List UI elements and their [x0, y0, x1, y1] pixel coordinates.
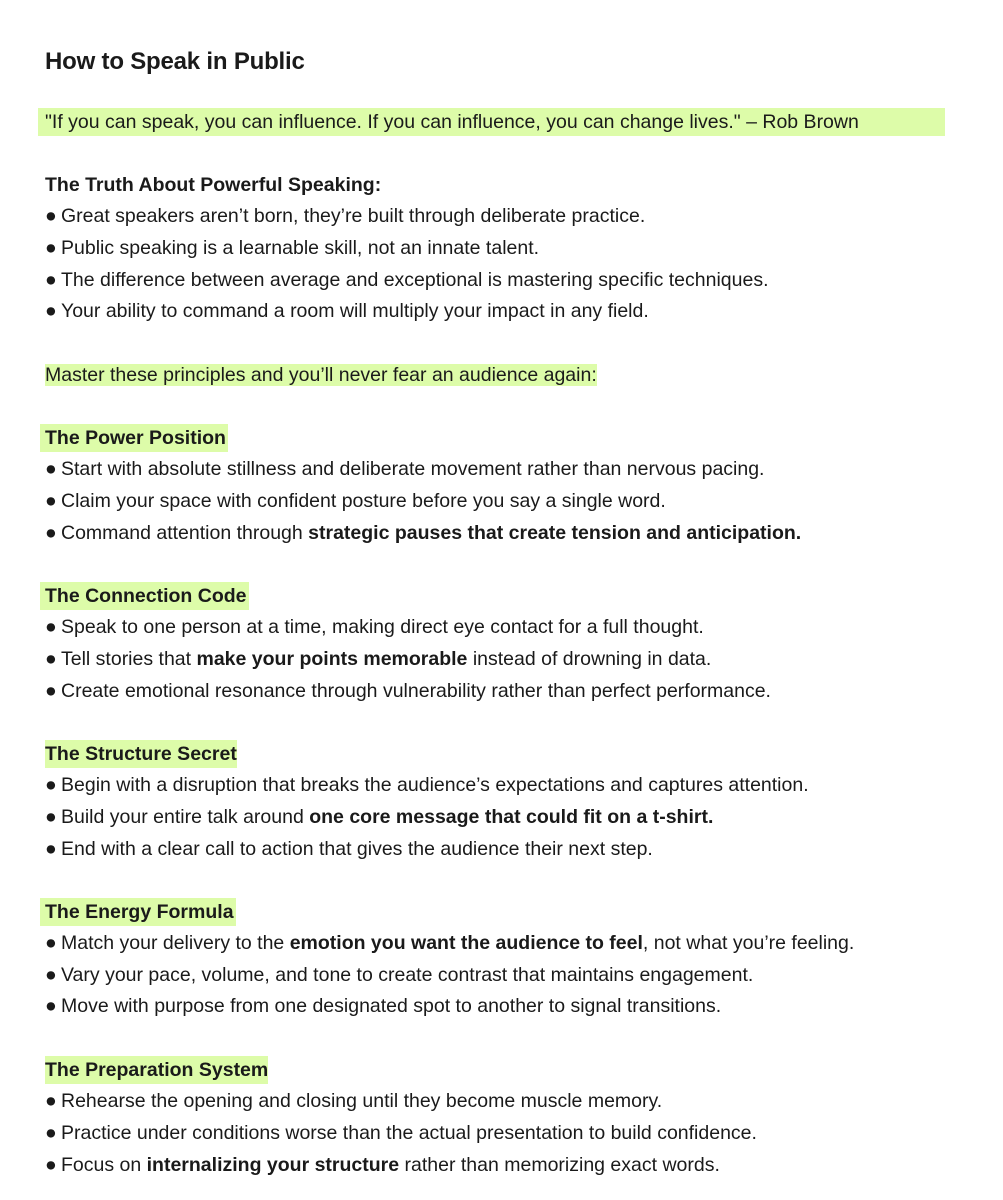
item-text: Speak to one person at a time, making direct eye contact for a full thought.: [61, 616, 704, 638]
section-item: [45, 645, 711, 673]
item-bold-text: one core message that could fit on a t-shirt.: [309, 806, 714, 828]
item-text: Focus on: [61, 1154, 147, 1176]
section-item: [45, 771, 809, 799]
truth-item-text: Public speaking is a learnable skill, not an innate talent.: [61, 237, 540, 259]
section-item: [45, 487, 666, 515]
item-text: Tell stories that: [61, 648, 197, 670]
item-text: Practice under conditions worse than the actual presentation to build confidence.: [61, 1122, 757, 1144]
bullet-icon: ●: [45, 932, 57, 954]
section-heading: The Structure Secret: [45, 740, 237, 768]
master-line-text: Master these principles and you’ll never fear an audience again:: [45, 364, 597, 386]
truth-item-text: Great speakers aren’t born, they’re built through deliberate practice.: [61, 205, 646, 227]
bullet-icon: ●: [45, 1122, 57, 1144]
section-heading: The Energy Formula: [40, 898, 236, 926]
item-text-after: , not what you’re feeling.: [642, 932, 855, 954]
item-bold-text: emotion you want the audience to feel: [289, 932, 643, 954]
bullet-icon: ●: [45, 838, 57, 860]
bullet-icon: ●: [45, 205, 57, 227]
bullet-icon: ●: [45, 806, 57, 828]
truth-item: [45, 297, 649, 325]
bullet-icon: ●: [45, 522, 57, 544]
section-item: [45, 613, 704, 641]
bullet-icon: ●: [45, 648, 57, 670]
section-item: [45, 992, 721, 1020]
truth-item: [45, 266, 768, 294]
bullet-icon: ●: [45, 458, 57, 480]
section-item: [45, 1151, 720, 1179]
truth-heading: The Truth About Powerful Speaking:: [45, 174, 382, 196]
item-text: Vary your pace, volume, and tone to create contrast that maintains engagement.: [61, 964, 754, 986]
section-item: [45, 455, 764, 483]
item-text: Start with absolute stillness and deliberate movement rather than nervous pacing.: [61, 458, 765, 480]
item-text: Create emotional resonance through vulnerability rather than perfect performance.: [61, 680, 771, 702]
bullet-icon: ●: [45, 964, 57, 986]
item-text-after: rather than memorizing exact words.: [399, 1154, 720, 1176]
item-text: Begin with a disruption that breaks the audience’s expectations and captures attention.: [61, 774, 809, 796]
section-item: [45, 961, 753, 989]
bullet-icon: ●: [45, 300, 57, 322]
item-text: Claim your space with confident posture before you say a single word.: [61, 490, 666, 512]
bullet-icon: ●: [45, 774, 57, 796]
section-heading: The Connection Code: [40, 582, 249, 610]
section-heading: The Preparation System: [45, 1056, 268, 1084]
section-item: [45, 1119, 757, 1147]
section-item: [45, 803, 713, 831]
item-text: Move with purpose from one designated spot to another to signal transitions.: [61, 995, 722, 1017]
bullet-icon: ●: [45, 269, 57, 291]
quote-highlight: "If you can speak, you can influence. If you can influence, you can change lives." – Rob Brown: [38, 108, 945, 136]
section-heading: The Power Position: [40, 424, 228, 452]
bullet-icon: ●: [45, 1154, 57, 1176]
bullet-icon: ●: [45, 680, 57, 702]
item-text-after: instead of drowning in data.: [467, 648, 712, 670]
bullet-icon: ●: [45, 616, 57, 638]
item-bold-text: strategic pauses that create tension and anticipation.: [308, 522, 802, 544]
section-item: [45, 835, 653, 863]
bullet-icon: ●: [45, 995, 57, 1017]
truth-item-text: The difference between average and exceptional is mastering specific techniques.: [61, 269, 769, 291]
section-item: [45, 519, 801, 547]
item-text: Command attention through: [61, 522, 309, 544]
section-item: [45, 929, 854, 957]
item-text: End with a clear call to action that gives the audience their next step.: [61, 838, 653, 860]
truth-item: [45, 234, 539, 262]
bullet-icon: ●: [45, 1090, 57, 1112]
page-title: How to Speak in Public: [45, 48, 305, 75]
item-bold-text: make your points memorable: [196, 648, 468, 670]
item-text: Rehearse the opening and closing until they become muscle memory.: [61, 1090, 663, 1112]
truth-item-text: Your ability to command a room will multiply your impact in any field.: [61, 300, 649, 322]
section-item: [45, 677, 771, 705]
item-text: Build your entire talk around: [61, 806, 310, 828]
truth-item: [45, 202, 645, 230]
master-line: [45, 361, 597, 389]
bullet-icon: ●: [45, 490, 57, 512]
item-bold-text: internalizing your structure: [146, 1154, 400, 1176]
bullet-icon: ●: [45, 237, 57, 259]
section-item: [45, 1087, 662, 1115]
item-text: Match your delivery to the: [61, 932, 290, 954]
